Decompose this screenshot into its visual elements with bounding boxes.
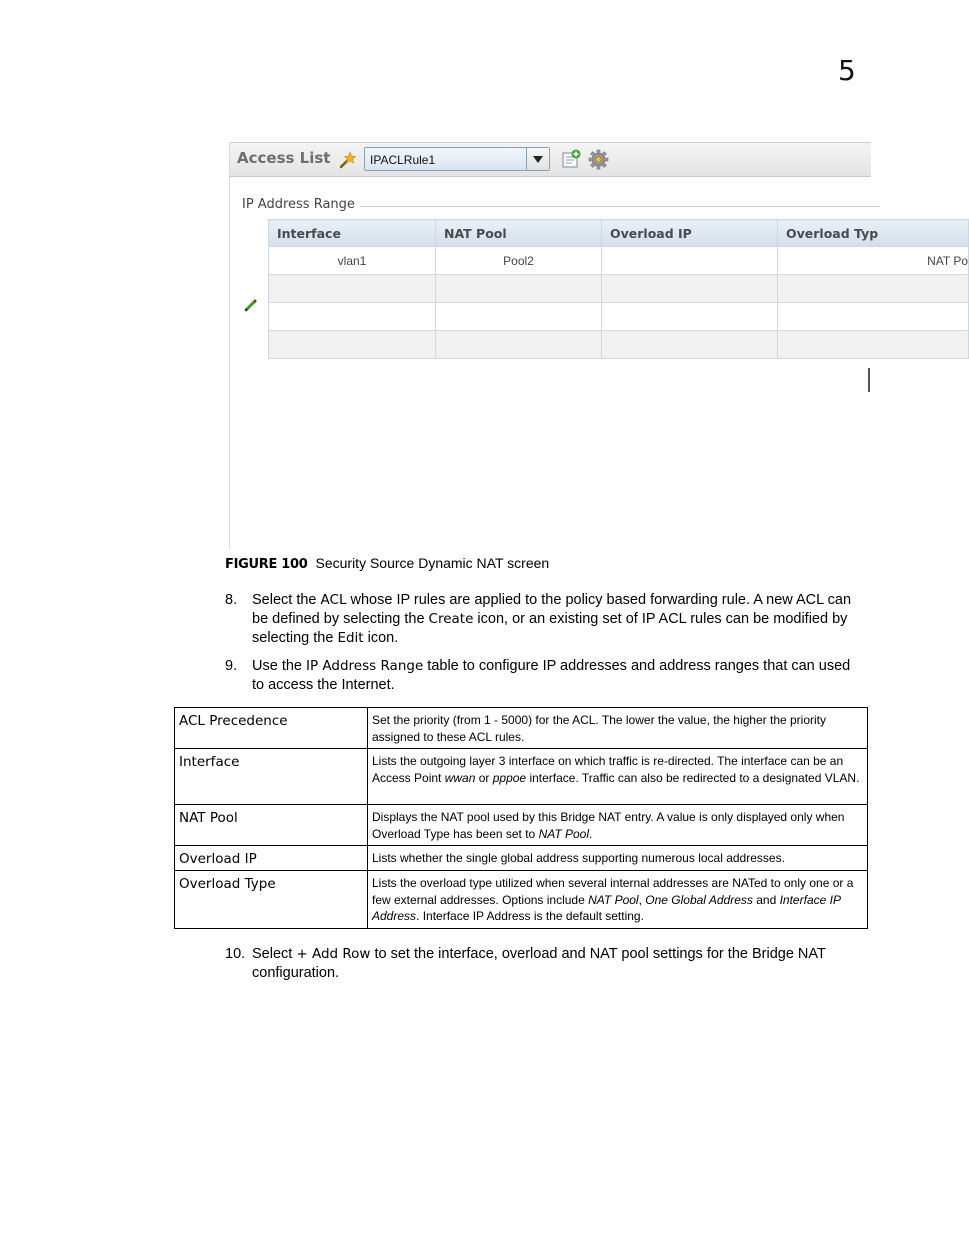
cell-nat-pool xyxy=(436,331,602,359)
term-overload-ip: Overload IP xyxy=(175,846,368,871)
access-list-toolbar xyxy=(230,142,871,177)
figure-caption xyxy=(225,555,549,572)
ip-address-range-label: IP Address Range xyxy=(242,197,355,212)
desc-interface: Lists the outgoing layer 3 interface on which traffic is re-directed. The interface can be an Access Point wwan or pppoe interface. Traffic can also be redirected to a designated VLAN. xyxy=(368,749,868,805)
step-text: Select the ACL whose IP rules are applied to the policy based forwarding rule. A new ACL can be defined by selecting the Create icon, or an existing set of IP ACL rules can be modified by selecting the Edit icon. xyxy=(252,592,852,646)
cell-nat-pool xyxy=(436,275,602,303)
cell-overload-ip xyxy=(602,331,778,359)
chevron-down-icon[interactable] xyxy=(526,148,549,170)
term-nat-pool: NAT Pool xyxy=(175,805,368,846)
desc-acl-precedence: Set the priority (from 1 - 5000) for the ACL. The lower the value, the higher the priority assigned to these ACL rules. xyxy=(368,708,868,749)
scrollbar-handle[interactable] xyxy=(868,368,870,392)
cell-overload-type xyxy=(778,331,969,359)
table-header-row xyxy=(269,220,969,247)
table-row xyxy=(175,871,868,929)
cell-nat-pool: Pool2 xyxy=(436,247,602,275)
table-row[interactable] xyxy=(269,331,969,359)
access-list-label: Access List xyxy=(237,149,331,167)
column-header-overload-type[interactable]: Overload Typ xyxy=(778,220,969,247)
cell-overload-type: NAT Po xyxy=(778,247,969,275)
cell-overload-type xyxy=(778,303,969,331)
acl-select-value: IPACLRule1 xyxy=(370,153,436,167)
keyword-create: Create xyxy=(428,611,474,627)
column-header-interface[interactable]: Interface xyxy=(269,220,436,247)
pencil-icon[interactable] xyxy=(244,298,258,312)
cell-overload-ip xyxy=(602,275,778,303)
cell-interface: vlan1 xyxy=(269,247,436,275)
cell-overload-ip xyxy=(602,303,778,331)
security-source-dynamic-nat-screenshot xyxy=(229,142,968,550)
keyword-edit: Edit xyxy=(337,630,364,646)
cell-interface xyxy=(269,331,436,359)
chapter-number: 5 xyxy=(838,54,856,87)
table-row xyxy=(175,749,868,805)
cell-overload-ip xyxy=(602,247,778,275)
keyword-add-row: + Add Row xyxy=(296,946,371,962)
gear-icon[interactable] xyxy=(588,149,609,170)
table-row[interactable] xyxy=(269,275,969,303)
step-number: 9. xyxy=(225,658,238,674)
desc-overload-ip: Lists whether the single global address supporting numerous local addresses. xyxy=(368,846,868,871)
table-row xyxy=(175,846,868,871)
table-row xyxy=(175,708,868,749)
desc-overload-type: Lists the overload type utilized when several internal addresses are NATed to only one or a few external addresses. Options include NAT Pool, One Global Address and Interface IP Address. Interface IP Address is the default setting. xyxy=(368,871,868,929)
step-text: Select + Add Row to set the interface, overload and NAT pool settings for the Bridge NAT configuration. xyxy=(252,946,826,981)
wand-icon[interactable] xyxy=(338,151,356,169)
cell-interface xyxy=(269,303,436,331)
step-number: 8. xyxy=(225,592,238,608)
term-overload-type: Overload Type xyxy=(175,871,368,929)
group-divider xyxy=(360,206,880,207)
figure-title: Security Source Dynamic NAT screen xyxy=(315,555,550,571)
table-row[interactable] xyxy=(269,247,969,275)
create-icon[interactable] xyxy=(561,149,581,169)
desc-nat-pool: Displays the NAT pool used by this Bridge NAT entry. A value is only displayed only when Overload Type has been set to NAT Pool. xyxy=(368,805,868,846)
figure-number: FIGURE 100 xyxy=(225,557,308,572)
cell-nat-pool xyxy=(436,303,602,331)
column-header-nat-pool[interactable]: NAT Pool xyxy=(436,220,602,247)
table-row[interactable] xyxy=(269,303,969,331)
keyword-ip-address-range: IP Address Range xyxy=(306,658,424,674)
step-number: 10. xyxy=(225,946,246,962)
keyword-acl: ACL xyxy=(320,592,347,608)
ip-address-range-table xyxy=(268,219,969,359)
field-definitions-table xyxy=(174,707,868,929)
column-header-overload-ip[interactable]: Overload IP xyxy=(602,220,778,247)
table-row xyxy=(175,805,868,846)
step-text: Use the IP Address Range table to configure IP addresses and address ranges that can used to access the Internet. xyxy=(252,658,851,693)
term-interface: Interface xyxy=(175,749,368,805)
acl-select[interactable] xyxy=(364,147,550,171)
cell-overload-type xyxy=(778,275,969,303)
cell-interface xyxy=(269,275,436,303)
term-acl-precedence: ACL Precedence xyxy=(175,708,368,749)
